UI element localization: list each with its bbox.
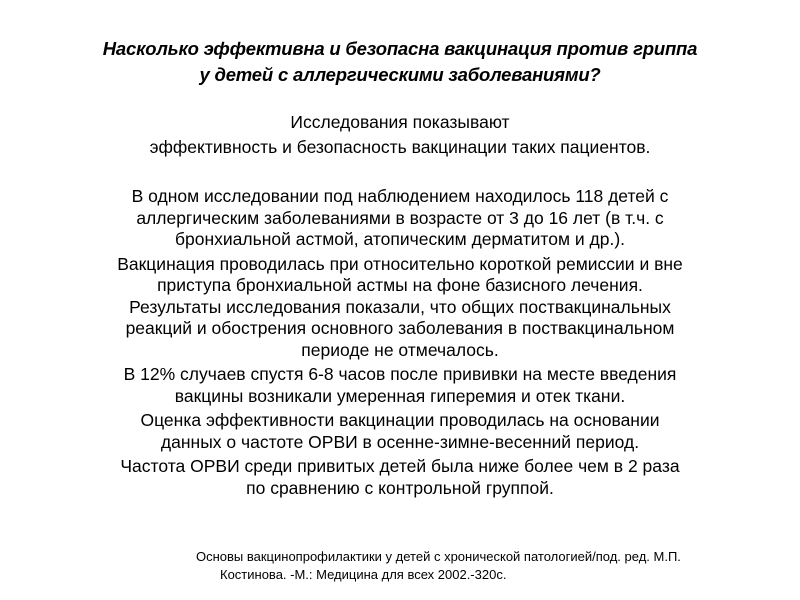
text-line: вакцины возникали умеренная гиперемия и отек ткани.: [174, 385, 626, 406]
paragraph-vaccination-results: [30, 254, 770, 362]
slide-title: [0, 36, 800, 88]
text-line: аллергическим заболеваниями в возрасте от 3 до 16 лет (в т.ч. с: [136, 207, 664, 228]
citation-line-1: Основы вакцинопрофилактики у детей с хронической патологией/под. ред. М.П.: [196, 549, 681, 564]
text-line: бронхиальной астмой, атопическим дерматитом и др.).: [174, 229, 626, 249]
text-line: В одном исследовании под наблюдением находилось 118 детей с: [131, 186, 669, 206]
paragraph-local-reactions: [30, 364, 770, 407]
citation-line-2: Костинова. -М.: Медицина для всех 2002.-320с.: [220, 567, 507, 582]
title-line-1: Насколько эффективна и безопасна вакцинация против гриппа: [102, 38, 698, 59]
title-line-2: у детей с аллергическими заболеваниями?: [199, 64, 601, 85]
text-line: по сравнению с контрольной группой.: [246, 477, 554, 498]
paragraph-arvi-frequency: [30, 456, 770, 499]
text-line: Оценка эффективности вакцинации проводилась на основании: [140, 410, 660, 430]
text-line: В 12% случаев спустя 6-8 часов после прививки на месте введения: [123, 364, 677, 384]
citation: [196, 548, 796, 584]
subtitle-line-2: эффективность и безопасность вакцинации таких пациентов.: [149, 137, 651, 157]
paragraph-study-description: [30, 186, 770, 251]
text-line: периоде не отмечалось.: [301, 339, 499, 360]
text-line: приступа бронхиальной астмы на фоне базисного лечения.: [157, 275, 643, 295]
text-line: реакций и обострения основного заболевания в поствакцинальном: [125, 318, 675, 338]
text-line: Частота ОРВИ среди привитых детей была ниже более чем в 2 раза: [120, 456, 680, 476]
paragraph-efficacy-assessment: [30, 410, 770, 453]
text-line: Вакцинация проводилась при относительно короткой ремиссии и вне: [117, 253, 683, 274]
text-line: Результаты исследования показали, что общих поствакцинальных: [129, 296, 671, 317]
text-line: данных о частоте ОРВИ в осенне-зимне-весенний период.: [160, 431, 640, 452]
body-text: [30, 186, 770, 502]
subtitle-line-1: Исследования показывают: [290, 112, 510, 132]
slide-subtitle: [0, 110, 800, 160]
